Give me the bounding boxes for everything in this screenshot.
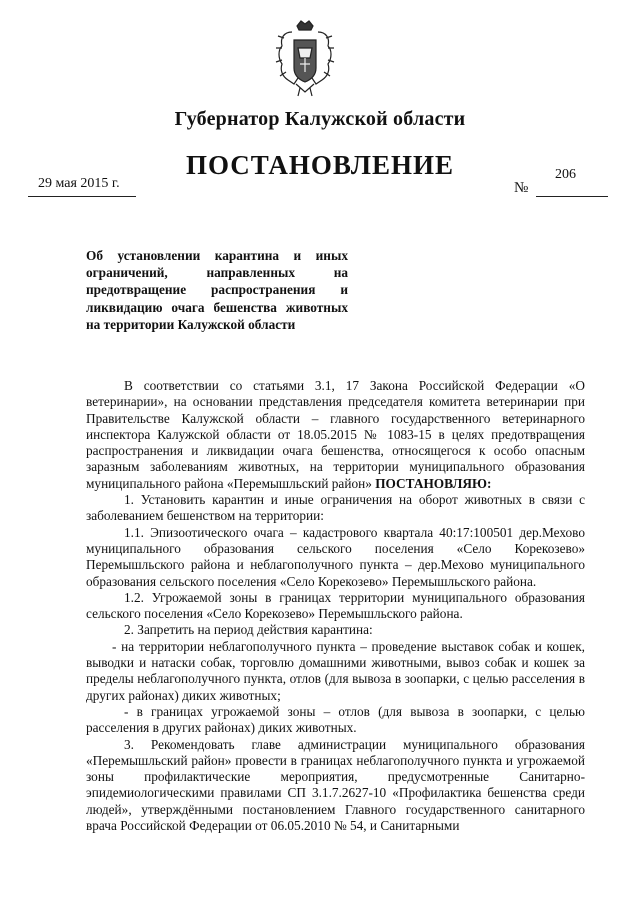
number-label: № bbox=[514, 180, 529, 196]
preamble-paragraph bbox=[86, 378, 585, 492]
document-number: 206 bbox=[555, 167, 576, 182]
governor-title: Губернатор Калужской области bbox=[174, 108, 466, 130]
document-body bbox=[86, 378, 585, 834]
preamble-text: В соответствии со статьями 3.1, 17 Закона Российской Федерации «О ветеринарии», на основании представления председателя комитета ветеринарии при Правительстве Калужской области – главного государственного ветеринарного инспектора Калужской области от 18.05.2015 № 1083-15 в целях предотвращения распространения и ликвидации очага бешенства, относящегося к особо опасным заразным заболеваниям животных, на территории муниципального образования муниципального района «Перемышльский район» bbox=[86, 378, 585, 491]
number-underline bbox=[536, 196, 608, 197]
clause-1-2: 1.2. Угрожаемой зоны в границах территории муниципального образования сельского поселения «Село Корекозево» Перемышльского района. bbox=[86, 589, 585, 622]
coat-of-arms-icon bbox=[274, 18, 336, 98]
date-underline bbox=[28, 196, 136, 197]
clause-1-1: 1.1. Эпизоотического очага – кадастрового квартала 40:17:100501 дер.Мехово муниципального образования сельского поселения «Село Корекозево» Перемышльского района и неблагополучного пункта – дер.Мехово муниципального образования сельского поселения «Село Корекозево» Перемышльского района. bbox=[86, 524, 585, 589]
clause-2: 2. Запретить на период действия карантина: bbox=[124, 622, 373, 638]
resolve-keyword: ПОСТАНОВЛЯЮ: bbox=[375, 475, 492, 491]
clause-2-item-b: - в границах угрожаемой зоны – отлов (для вывоза в зоопарки, с целью расселения в других районах) диких животных. bbox=[86, 703, 585, 736]
clause-2-item-a: - на территории неблагополучного пункта – проведение выставок собак и кошек, выводки и натаски собак, торговлю домашними животными, вывоз собак и кошек за пределы неблагополучного пункта, отлов (для вывоза в зоопарки, с целью расселения в других районах) диких животных; bbox=[86, 638, 585, 703]
document-date: 29 мая 2015 г. bbox=[38, 176, 120, 191]
document-type: ПОСТАНОВЛЕНИЕ bbox=[185, 150, 455, 180]
clause-1: 1. Установить карантин и иные ограничения на оборот животных в связи с заболеванием бешенством на территории: bbox=[86, 492, 585, 524]
clause-3: 3. Рекомендовать главе администрации муниципального образования «Перемышльский район» провести в границах неблагополучного пункта и угрожаемой зоны профилактические мероприятия, предусмотренные Санитарно-эпидемиологическими правилами СП 3.1.7.2627-10 «Профилактика бешенства среди людей», утверждёнными постановлением Главного государственного санитарного врача Российской Федерации от 06.05.2010 № 54, и Санитарными bbox=[86, 736, 585, 834]
document-subject: Об установлении карантина и иных ограничений, направленных на предотвращение распространения и ликвидацию очага бешенства животных на территории Калужской области bbox=[86, 248, 348, 332]
